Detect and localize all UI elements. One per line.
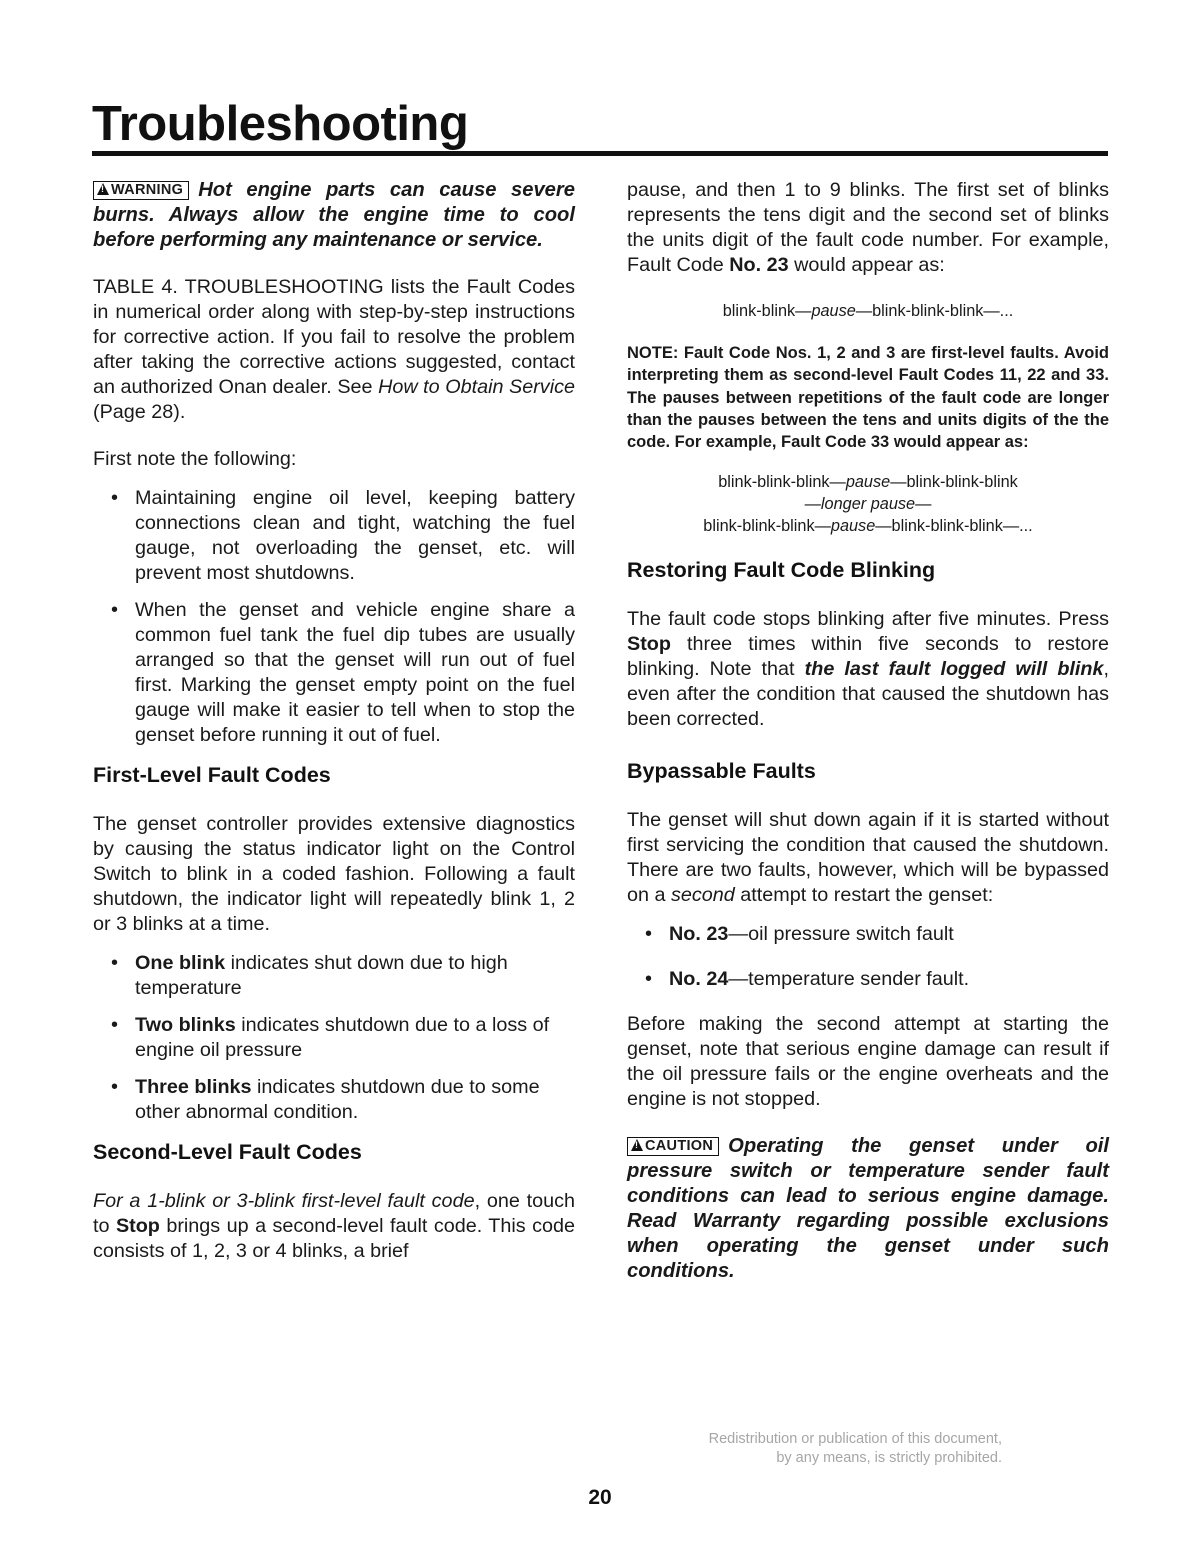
caution-notice <box>627 1134 1109 1284</box>
blink-count: One blink <box>135 952 226 974</box>
fault-code-number: No. 23 <box>729 254 789 276</box>
restoring-heading: Restoring Fault Code Blinking <box>627 558 936 583</box>
caution-badge-label: CAUTION <box>645 1138 714 1155</box>
example-text: —blink-blink-blink <box>890 473 1018 492</box>
notice-line: Redistribution or publication of this document, <box>708 1431 1002 1447</box>
bypassable-emphasis: second <box>671 884 735 907</box>
blink-count: Three blinks <box>135 1076 252 1098</box>
caution-triangle-icon <box>631 1139 643 1151</box>
warning-text: Hot engine parts can cause severe burns. Always allow the engine time to cool before performing any maintenance or service. <box>93 179 575 251</box>
first-level-heading: First-Level Fault Codes <box>93 763 331 787</box>
title-rule <box>92 151 1108 156</box>
blink-list <box>93 951 575 1125</box>
caution-badge <box>627 1137 719 1156</box>
example-text: blink-blink— <box>722 302 812 320</box>
fault-code-note: NOTE: Fault Code Nos. 1, 2 and 3 are first-level faults. Avoid interpreting them as second-level Fault Codes 11, 22 and 33. The pauses between repetitions of the fault code are longer than the pauses between the tens and units digits of the the code. For example, Fault Code 33 would appear as: <box>627 344 1109 452</box>
service-reference: How to Obtain Service <box>378 376 575 398</box>
first-note: First note the following: <box>93 448 297 470</box>
blink-count: Two blinks <box>135 1014 236 1036</box>
second-level-lead: For a 1-blink or 3-blink first-level fault code <box>93 1190 475 1212</box>
list-item: • When the genset and vehicle engine share a common fuel tank the fuel dip tubes are usually arranged so that the genset will run out of fuel first. Marking the genset empty point on the fuel gauge will make it easier to tell when to stop the genset before running it out of fuel. <box>93 598 575 748</box>
fault-description: —temperature sender fault. <box>728 968 970 991</box>
warning-badge-label: WARNING <box>111 182 184 198</box>
blink-meaning: indicates shutdown due to a loss of engine oil pressure <box>135 1014 550 1061</box>
page-title: Troubleshooting <box>92 97 469 151</box>
warning-triangle-icon <box>97 183 109 195</box>
blink-example-1 <box>627 300 1109 322</box>
stop-key-label: Stop <box>627 633 671 656</box>
example-pause: pause <box>845 473 891 492</box>
fault-description: —oil pressure switch fault <box>728 923 954 946</box>
fault-number: No. 23 <box>669 923 729 946</box>
right-column <box>627 178 1109 1284</box>
blink-meaning: indicates shutdown due to some other abnormal condition. <box>135 1076 540 1123</box>
list-item <box>93 1013 575 1063</box>
continued-text: pause, and then 1 to 9 blinks. The first set of blinks represents the tens digit and the second set of blinks the units digit of the fault code number. For example, Fault Code <box>627 179 1109 276</box>
warning-notice <box>93 178 575 253</box>
list-item: • Maintaining engine oil level, keeping battery connections clean and tight, watching the fuel gauge, not overloading the genset, etc. will prevent most shutdowns. <box>93 486 575 586</box>
second-level-heading: Second-Level Fault Codes <box>93 1140 362 1164</box>
bypassable-heading: Bypassable Faults <box>627 759 816 784</box>
restoring-paragraph <box>627 607 1109 732</box>
notes-list <box>93 486 575 748</box>
caution-text: Operating the genset under oil pressure switch or temperature sender fault conditions can lead to serious engine damage. Read Warranty regarding possible exclusions when operating the genset under such conditions. <box>627 1135 1109 1283</box>
continued-text-end: would appear as: <box>788 254 945 276</box>
example-text: blink-blink-blink— <box>718 473 846 492</box>
list-item <box>93 1075 575 1125</box>
intro-page-ref: (Page 28). <box>93 401 186 423</box>
second-level-text: , one touch to <box>93 1190 575 1237</box>
warning-badge <box>93 181 189 200</box>
restoring-text: , even after the condition that caused the shutdown has been corrected. <box>627 658 1110 731</box>
restoring-emphasis: the last fault logged will blink <box>804 658 1104 681</box>
restoring-text: three times within five seconds to restore blinking. Note that <box>627 633 1109 681</box>
stop-key-label: Stop <box>115 1215 160 1237</box>
left-column <box>93 178 575 1264</box>
bypassable-text: attempt to restart the genset: <box>734 884 994 907</box>
example-pause: pause <box>811 302 856 320</box>
second-level-paragraph <box>93 1189 575 1264</box>
blink-meaning: indicates shut down due to high temperature <box>135 952 508 999</box>
bypassable-list <box>627 922 1109 992</box>
redistribution-notice <box>600 1430 1002 1468</box>
bypassable-warning-paragraph: Before making the second attempt at starting the genset, note that serious engine damage can result if the oil pressure fails or the engine overheats and the engine is not stopped. <box>627 1013 1109 1111</box>
example-text: blink-blink-blink— <box>703 517 831 536</box>
blink-example-2 <box>627 471 1109 537</box>
fault-number: No. 24 <box>669 968 729 991</box>
notice-line: by any means, is strictly prohibited. <box>776 1450 1002 1466</box>
example-text: —blink-blink-blink—... <box>855 302 1014 320</box>
continued-paragraph <box>627 178 1109 278</box>
example-text: —blink-blink-blink—... <box>875 517 1033 536</box>
intro-text: TABLE 4. TROUBLESHOOTING lists the Fault Codes in numerical order along with step-by-step instructions for corrective action. If you fail to resolve the problem after taking the corrective actions suggested, contact an authorized Onan dealer. See <box>93 276 575 398</box>
intro-paragraph <box>93 275 575 425</box>
list-item <box>93 951 575 1001</box>
first-level-paragraph: The genset controller provides extensive diagnostics by causing the status indicator light on the Control Switch to blink in a coded fashion. Following a fault shutdown, the indicator light will repeatedly blink 1, 2 or 3 blinks at a time. <box>93 813 575 935</box>
list-item <box>627 922 1109 947</box>
bypassable-text: The genset will shut down again if it is started without first servicing the condition that caused the shutdown. There are two faults, however, which will be bypassed on a <box>627 809 1109 907</box>
restoring-text: The fault code stops blinking after five minutes. Press <box>627 608 1109 631</box>
example-longer-pause: —longer pause— <box>804 495 932 514</box>
second-level-text: brings up a second-level fault code. This code consists of 1, 2, 3 or 4 blinks, a brief <box>93 1215 575 1262</box>
example-pause: pause <box>830 517 876 536</box>
bypassable-paragraph <box>627 808 1109 908</box>
list-item <box>627 967 1109 992</box>
page-number: 20 <box>588 1486 612 1509</box>
